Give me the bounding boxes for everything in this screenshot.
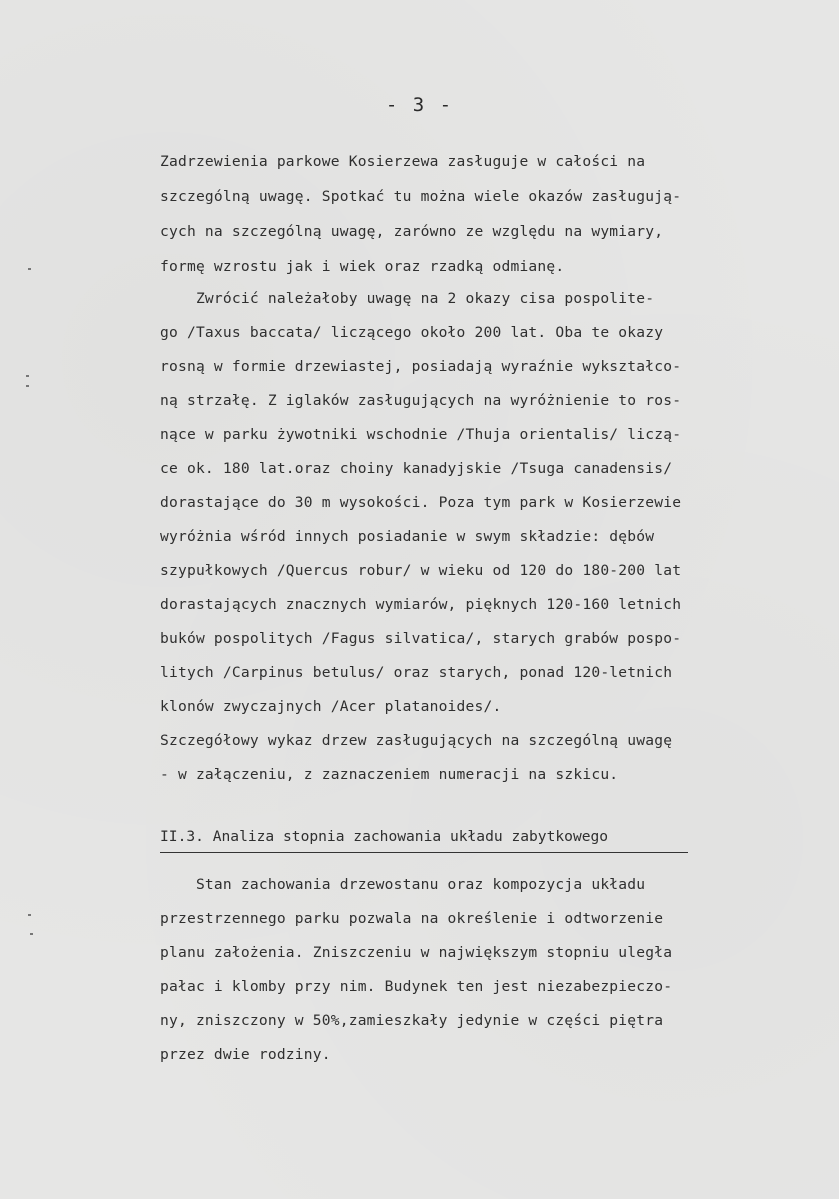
text-line: ną strzałę. Z iglaków zasługujących na wyróżnienie to ros- <box>160 392 682 409</box>
text-line: Stan zachowania drzewostanu oraz kompozycja układu <box>160 876 646 893</box>
text-line: dorastające do 30 m wysokości. Poza tym park w Kosierzewie <box>160 494 682 511</box>
margin-mark <box>30 933 33 935</box>
text-line: przez dwie rodziny. <box>160 1046 331 1063</box>
margin-mark <box>26 385 29 387</box>
text-line: planu założenia. Zniszczeniu w największym stopniu uległa <box>160 944 673 961</box>
margin-mark <box>26 375 29 377</box>
text-line: - w załączeniu, z zaznaczeniem numeracji na szkicu. <box>160 766 619 783</box>
margin-mark <box>28 268 31 270</box>
text-line: formę wzrostu jak i wiek oraz rzadką odmianę. <box>160 258 565 275</box>
text-line: litych /Carpinus betulus/ oraz starych, ponad 120-letnich <box>160 664 673 681</box>
text-line: szypułkowych /Quercus robur/ w wieku od 120 do 180-200 lat <box>160 562 682 579</box>
text-line: cych na szczególną uwagę, zarówno ze względu na wymiary, <box>160 223 664 240</box>
text-line: ny, zniszczony w 50%,zamieszkały jedynie w części piętra <box>160 1012 664 1029</box>
page-number: - 3 - <box>385 94 454 116</box>
text-line: nące w parku żywotniki wschodnie /Thuja orientalis/ liczą- <box>160 426 682 443</box>
section-heading: II.3. Analiza stopnia zachowania układu zabytkowego <box>160 826 688 853</box>
text-line: klonów zwyczajnych /Acer platanoides/. <box>160 698 502 715</box>
text-line: Zwrócić należałoby uwagę na 2 okazy cisa pospolite- <box>160 290 655 307</box>
margin-mark <box>28 914 31 916</box>
text-line: buków pospolitych /Fagus silvatica/, starych grabów pospo- <box>160 630 682 647</box>
text-line: szczególną uwagę. Spotkać tu można wiele okazów zasługują- <box>160 188 682 205</box>
text-line: Szczegółowy wykaz drzew zasługujących na szczególną uwagę <box>160 732 673 749</box>
text-line: wyróżnia wśród innych posiadanie w swym składzie: dębów <box>160 528 655 545</box>
text-line: dorastających znacznych wymiarów, pięknych 120-160 letnich <box>160 596 682 613</box>
text-line: rosną w formie drzewiastej, posiadają wyraźnie wykształco- <box>160 358 682 375</box>
text-line: go /Taxus baccata/ liczącego około 200 lat. Oba te okazy <box>160 324 664 341</box>
text-line: Zadrzewienia parkowe Kosierzewa zasługuje w całości na <box>160 153 646 170</box>
text-line: ce ok. 180 lat.oraz choiny kanadyjskie /Tsuga canadensis/ <box>160 460 673 477</box>
text-line: pałac i klomby przy nim. Budynek ten jest niezabezpieczo- <box>160 978 673 995</box>
text-line: przestrzennego parku pozwala na określenie i odtworzenie <box>160 910 664 927</box>
